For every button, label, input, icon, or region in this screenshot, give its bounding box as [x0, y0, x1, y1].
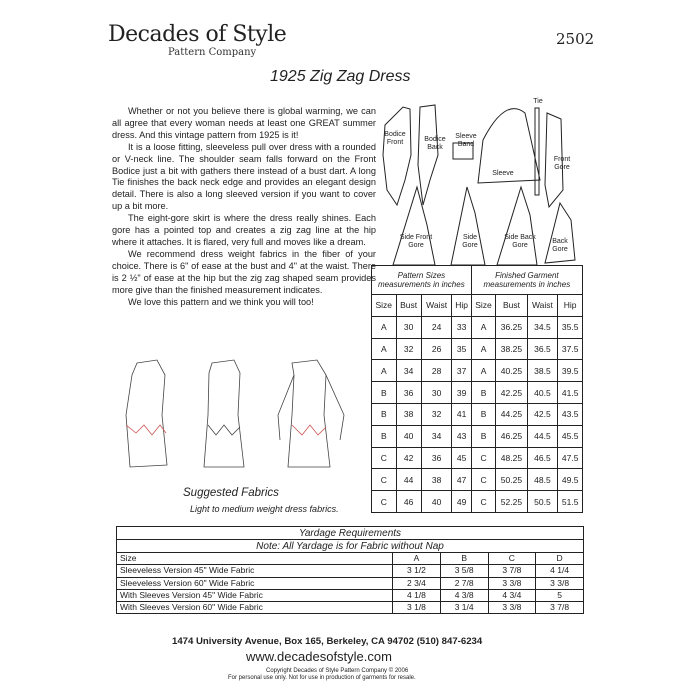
- sizes-cell: 30: [396, 316, 421, 338]
- yardage-col-header: B: [440, 553, 488, 565]
- address: 1474 University Avenue, Box 165, Berkeley, CA 94702 (510) 847-6234: [172, 636, 483, 647]
- sizes-cell: 42.5: [527, 403, 558, 425]
- sizes-cell: 44.5: [527, 425, 558, 447]
- page-title: 1925 Zig Zag Dress: [270, 68, 411, 85]
- sizes-cell: 28: [421, 360, 452, 382]
- sizes-cell: 36: [396, 382, 421, 404]
- sizes-cell: 46.5: [527, 447, 558, 469]
- sizes-cell: 38: [421, 469, 452, 491]
- yardage-cell: 3 1/2: [393, 565, 441, 577]
- sizes-cell: 40.25: [496, 360, 527, 382]
- sizes-col-header: Size: [471, 295, 496, 317]
- sizes-cell: 26: [421, 338, 452, 360]
- yardage-table: [116, 526, 584, 614]
- yardage-row: [117, 589, 584, 601]
- description: [112, 106, 376, 308]
- label-side-back-gore: Side Back Gore: [504, 234, 536, 249]
- sizes-cell: A: [372, 338, 397, 360]
- yardage-cell: 3 7/8: [536, 602, 584, 614]
- sizes-cell: 51.5: [558, 491, 583, 513]
- yardage-cell: 5: [536, 589, 584, 601]
- sizes-cell: 40: [396, 425, 421, 447]
- yardage-cell: 4 1/8: [393, 589, 441, 601]
- sizes-cell: C: [471, 491, 496, 513]
- bodice-back-piece: [418, 105, 438, 205]
- dress-front-view: [126, 360, 167, 467]
- pattern-sizes-header: Pattern Sizes measurements in inches: [372, 266, 472, 295]
- yardage-cell: 3 3/8: [488, 577, 536, 589]
- label-sleeve-band: Sleeve Band: [455, 133, 477, 148]
- sizes-col-header: Waist: [527, 295, 558, 317]
- sizes-cell: 45.5: [558, 425, 583, 447]
- sizes-cell: 46.25: [496, 425, 527, 447]
- description-paragraph: We recommend dress weight fabrics in the fiber of your choice. There is 6" of ease at the bust and 4" at the waist. There is 2 ½" of ease at the hip but the zig zag shaped seam provides more give than the finished measurement indicates.: [112, 248, 376, 295]
- yardage-col-header: Size: [117, 553, 393, 565]
- dress-sleeve-view: [288, 360, 330, 467]
- website-link[interactable]: www.decadesofstyle.com: [246, 649, 392, 664]
- sizes-cell: 40.5: [527, 382, 558, 404]
- side-back-gore-piece: [497, 187, 537, 265]
- back-gore-piece: [545, 203, 575, 263]
- sizes-cell: 30: [421, 382, 452, 404]
- copyright: Copyright Decades of Style Pattern Company © 2006: [266, 668, 409, 674]
- bodice-front-piece: [383, 107, 411, 205]
- sizes-row: [372, 360, 583, 382]
- yardage-cell: With Sleeves Version 45" Wide Fabric: [117, 589, 393, 601]
- sizes-cell: 36: [421, 447, 452, 469]
- sizes-cell: 24: [421, 316, 452, 338]
- sizes-cell: C: [372, 491, 397, 513]
- yardage-row: [117, 577, 584, 589]
- sizes-cell: A: [471, 360, 496, 382]
- sizes-cell: 35.5: [558, 316, 583, 338]
- sizes-col-header: Waist: [421, 295, 452, 317]
- sizes-row: [372, 382, 583, 404]
- yardage-col-header: D: [536, 553, 584, 565]
- sizes-cell: B: [372, 403, 397, 425]
- sizes-column-headers: [372, 295, 583, 317]
- sizes-cell: C: [471, 469, 496, 491]
- suggested-fabrics-text: Light to medium weight dress fabrics.: [190, 504, 339, 514]
- sizes-row: [372, 447, 583, 469]
- label-bodice-back: Bodice Back: [424, 136, 446, 151]
- label-side-front-gore: Side Front Gore: [399, 234, 433, 249]
- sizes-cell: 32: [396, 338, 421, 360]
- sizes-cell: 46: [396, 491, 421, 513]
- side-gore-piece: [451, 187, 485, 265]
- sizes-cell: 47: [452, 469, 471, 491]
- yardage-cell: 3 5/8: [440, 565, 488, 577]
- sizes-cell: 39.5: [558, 360, 583, 382]
- yardage-col-header: A: [393, 553, 441, 565]
- yardage-cell: 3 3/8: [488, 602, 536, 614]
- label-tie: Tie: [533, 98, 543, 105]
- sizes-cell: 36.5: [527, 338, 558, 360]
- sizes-cell: 37: [452, 360, 471, 382]
- tie-piece: [535, 108, 539, 195]
- sizes-col-header: Size: [372, 295, 397, 317]
- sizes-table: [371, 265, 583, 513]
- sizes-cell: C: [471, 447, 496, 469]
- sizes-col-header: Hip: [452, 295, 471, 317]
- sizes-cell: 43.5: [558, 403, 583, 425]
- yardage-cell: 3 7/8: [488, 565, 536, 577]
- dress-back-view: [204, 360, 244, 467]
- sizes-cell: B: [471, 382, 496, 404]
- sizes-cell: 34: [421, 425, 452, 447]
- yardage-row: [117, 602, 584, 614]
- sizes-cell: 34: [396, 360, 421, 382]
- sizes-row: [372, 316, 583, 338]
- sizes-cell: 36.25: [496, 316, 527, 338]
- yardage-cell: 4 3/8: [440, 589, 488, 601]
- sizes-cell: 48.25: [496, 447, 527, 469]
- dress-illustrations: [112, 355, 352, 480]
- pattern-number: 2502: [556, 30, 595, 48]
- label-sleeve: Sleeve: [492, 170, 514, 177]
- yardage-cell: 4 1/4: [536, 565, 584, 577]
- yardage-cell: Sleeveless Version 45" Wide Fabric: [117, 565, 393, 577]
- sizes-cell: 41: [452, 403, 471, 425]
- sizes-cell: 37.5: [558, 338, 583, 360]
- sizes-cell: B: [471, 425, 496, 447]
- yardage-title: Yardage Requirements: [117, 527, 584, 540]
- yardage-cell: With Sleeves Version 60" Wide Fabric: [117, 602, 393, 614]
- sizes-cell: 42: [396, 447, 421, 469]
- yardage-cell: 4 3/4: [488, 589, 536, 601]
- sizes-row: [372, 469, 583, 491]
- sizes-row: [372, 338, 583, 360]
- sizes-cell: A: [372, 360, 397, 382]
- yardage-cell: 3 3/8: [536, 577, 584, 589]
- sizes-cell: 45: [452, 447, 471, 469]
- description-paragraph: We love this pattern and we think you will too!: [128, 296, 314, 307]
- yardage-cell: 3 1/4: [440, 602, 488, 614]
- yardage-note: Note: All Yardage is for Fabric without Nap: [117, 540, 584, 553]
- sizes-cell: 39: [452, 382, 471, 404]
- sizes-cell: 32: [421, 403, 452, 425]
- sizes-cell: B: [372, 425, 397, 447]
- sizes-cell: A: [471, 338, 496, 360]
- yardage-cell: 2 7/8: [440, 577, 488, 589]
- usage-note: For personal use only. Not for use in production of garments for resale.: [228, 675, 416, 681]
- sizes-cell: C: [372, 469, 397, 491]
- finished-garment-header: Finished Garment measurements in inches: [471, 266, 582, 295]
- suggested-fabrics-heading: Suggested Fabrics: [183, 487, 279, 499]
- yardage-cell: 2 3/4: [393, 577, 441, 589]
- sizes-cell: B: [471, 403, 496, 425]
- description-paragraph: The eight-gore skirt is where the dress really shines. Each gore has a pointed top and creates a zig zag line at the hip where it attaches. It is flared, very full and moves like a dream.: [112, 213, 376, 247]
- sizes-cell: 50.5: [527, 491, 558, 513]
- label-side-gore: Side Gore: [462, 234, 478, 249]
- sizes-cell: 38.5: [527, 360, 558, 382]
- sizes-cell: 50.25: [496, 469, 527, 491]
- yardage-column-headers: [117, 553, 584, 565]
- sizes-cell: 44: [396, 469, 421, 491]
- sizes-cell: 49: [452, 491, 471, 513]
- sizes-cell: A: [372, 316, 397, 338]
- yardage-col-header: C: [488, 553, 536, 565]
- sizes-cell: 34.5: [527, 316, 558, 338]
- brand-name: Decades of Style: [108, 22, 287, 47]
- label-front-gore: Front Gore: [553, 156, 571, 171]
- yardage-row: [117, 565, 584, 577]
- sizes-cell: 38: [396, 403, 421, 425]
- sizes-cell: C: [372, 447, 397, 469]
- sizes-cell: 40: [421, 491, 452, 513]
- sizes-col-header: Bust: [396, 295, 421, 317]
- description-paragraph: It is a loose fitting, sleeveless pull over dress with a rounded or V-neck line. The shoulder seam falls forward on the Front Bodice just a bit with gathers there instead of a bust dart. A long Tie finishes the back neck edge and provides an elegant design detail. There is also a long sleeved version if you want to cover up a bit more.: [112, 141, 376, 212]
- sizes-col-header: Bust: [496, 295, 527, 317]
- sizes-col-header: Hip: [558, 295, 583, 317]
- yardage-cell: Sleeveless Version 60" Wide Fabric: [117, 577, 393, 589]
- sizes-cell: 52.25: [496, 491, 527, 513]
- sizes-cell: 48.5: [527, 469, 558, 491]
- description-paragraph: Whether or not you believe there is global warming, we can all agree that every woman needs at least one GREAT summer dress. And this vintage pattern from 1925 is it!: [112, 106, 376, 140]
- sizes-cell: 33: [452, 316, 471, 338]
- sizes-cell: 41.5: [558, 382, 583, 404]
- sizes-row: [372, 491, 583, 513]
- sizes-cell: 42.25: [496, 382, 527, 404]
- sizes-cell: 44.25: [496, 403, 527, 425]
- sizes-cell: 38.25: [496, 338, 527, 360]
- sizes-cell: B: [372, 382, 397, 404]
- yardage-cell: 3 1/8: [393, 602, 441, 614]
- sizes-cell: 35: [452, 338, 471, 360]
- sizes-row: [372, 403, 583, 425]
- sizes-cell: 47.5: [558, 447, 583, 469]
- label-back-gore: Back Gore: [552, 238, 568, 253]
- label-bodice-front: Bodice Front: [384, 131, 406, 146]
- sizes-row: [372, 425, 583, 447]
- brand-subtitle: Pattern Company: [168, 47, 257, 58]
- sizes-cell: 49.5: [558, 469, 583, 491]
- sizes-cell: A: [471, 316, 496, 338]
- sizes-cell: 43: [452, 425, 471, 447]
